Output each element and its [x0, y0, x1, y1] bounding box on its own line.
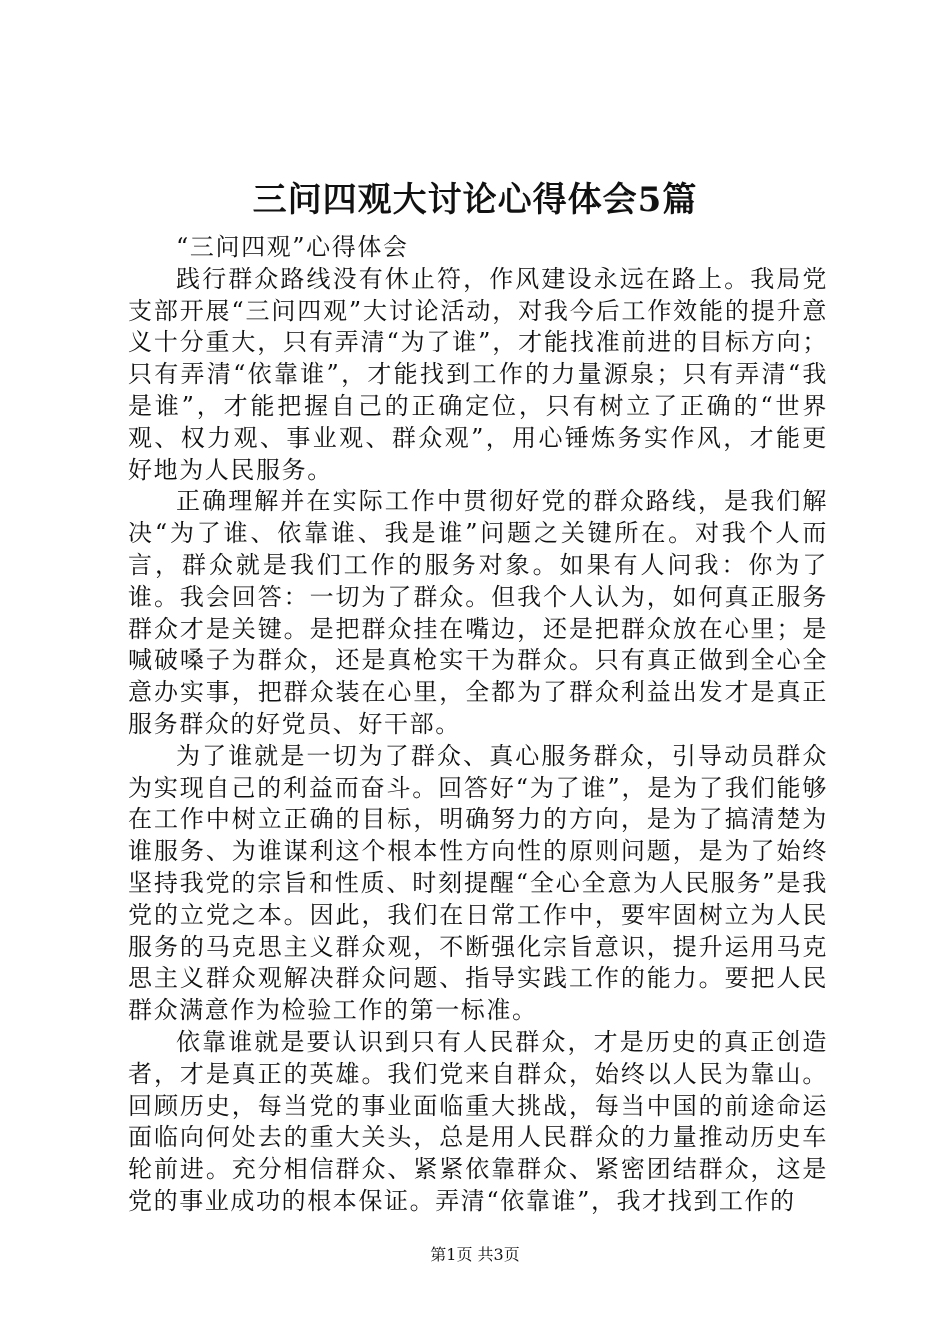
document-title: 三问四观大讨论心得体会5篇: [252, 180, 698, 220]
paragraph-3: 为了谁就是一切为了群众、真心服务群众，引导动员群众为实现自己的利益而奋斗。回答好“为了谁”，是为了我们能够在工作中树立正确的目标，明确努力的方向，是为了搞清楚为谁服务、为谁谋利这个根本性方向性的原则问题，是为了始终坚持我党的宗旨和性质、时刻提醒“全心全意为人民服务”是我党的立党之本。因此，我们在日常工作中，要牢固树立为人民服务的马克思主义群众观，不断强化宗旨意识，提升运用马克思主义群众观解决群众问题、指导实践工作的能力。要把人民群众满意作为检验工作的第一标准。: [128, 741, 828, 1025]
paragraph-2: 正确理解并在实际工作中贯彻好党的群众路线，是我们解决“为了谁、依靠谁、我是谁”问题之关键所在。对我个人而言，群众就是我们工作的服务对象。如果有人问我：你为了谁。我会回答：一切为了群众。但我个人认为，如何真正服务群众才是关键。是把群众挂在嘴边，还是把群众放在心里；是喊破嗓子为群众，还是真枪实干为群众。只有真正做到全心全意办实事，把群众装在心里，全都为了群众利益出发才是真正服务群众的好党员、好干部。: [128, 487, 828, 738]
paragraph-1: 践行群众路线没有休止符，作风建设永远在路上。我局党支部开展“三问四观”大讨论活动，对我今后工作效能的提升意义十分重大，只有弄清“为了谁”，才能找准前进的目标方向；只有弄清“依靠谁”，才能找到工作的力量源泉；只有弄清“我是谁”，才能把握自己的正确定位，只有树立了正确的“世界观、权力观、事业观、群众观”，用心锤炼务实作风，才能更好地为人民服务。: [128, 264, 828, 484]
page-indicator: 第1页 共3页: [430, 1245, 520, 1264]
paragraph-4: 依靠谁就是要认识到只有人民群众，才是历史的真正创造者，才是真正的英雄。我们党来自群众，始终以人民为靠山。回顾历史，每当党的事业面临重大挑战，每当中国的前途命运面临向何处去的重大关头，总是用人民群众的力量推动历史车轮前进。充分相信群众、紧紧依靠群众、紧密团结群众，这是党的事业成功的根本保证。弄清“依靠谁”，我才找到工作的: [128, 1027, 828, 1215]
subheading: “三问四观”心得体会: [176, 233, 409, 261]
document-body: [128, 232, 828, 1218]
